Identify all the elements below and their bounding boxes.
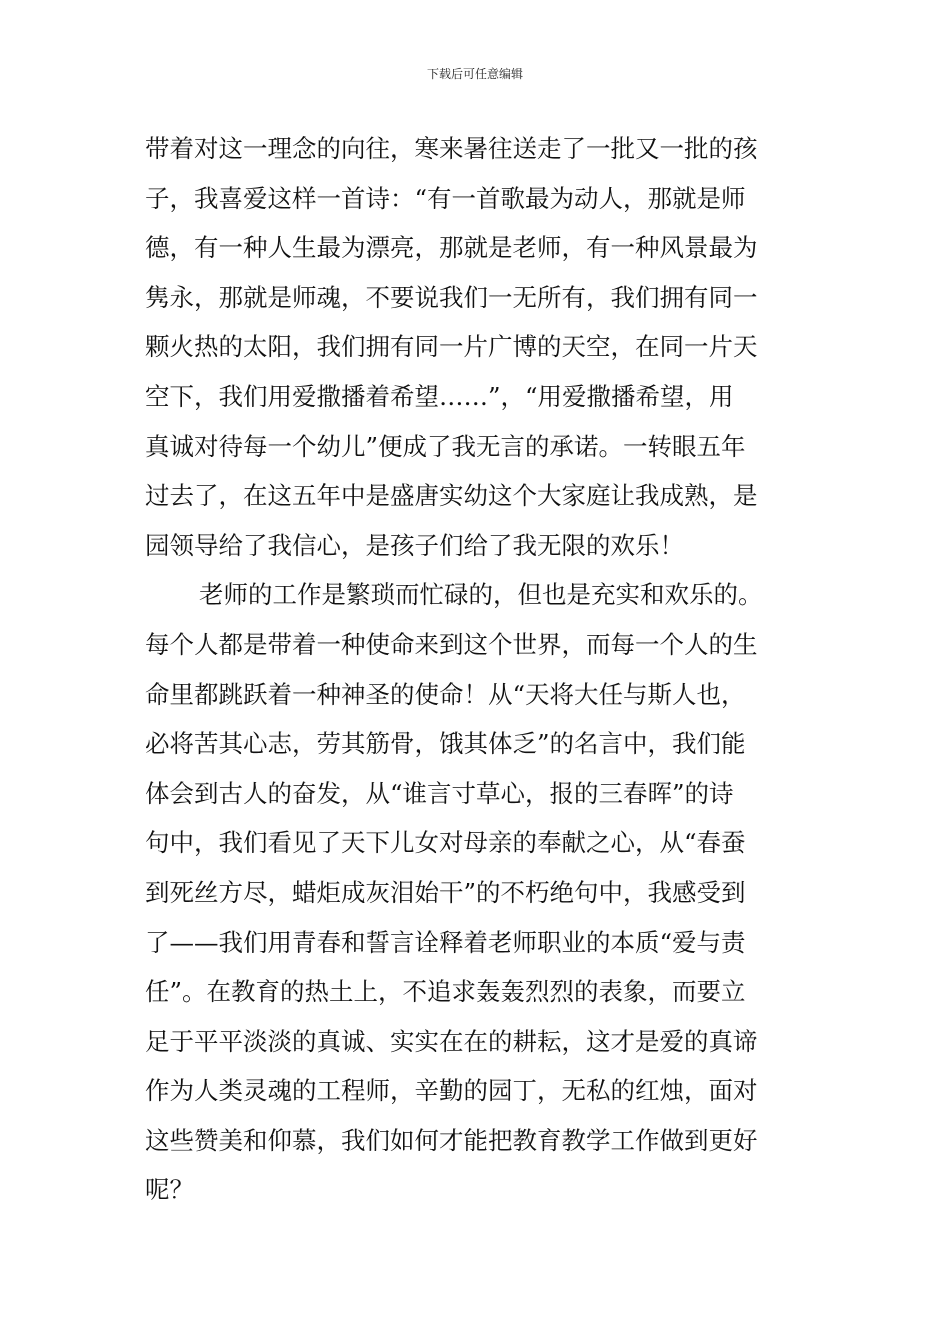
- text-line: 过去了，在这五年中是盛唐实幼这个大家庭让我成熟，是: [145, 481, 758, 511]
- document-body: [145, 124, 810, 1215]
- text-line: 这些赞美和仰慕，我们如何才能把教育教学工作做到更好: [145, 1125, 758, 1155]
- text-line: 园领导给了我信心，是孩子们给了我无限的欢乐！: [145, 530, 684, 560]
- text-line: 呢？: [145, 1175, 194, 1205]
- page-header: 下载后可任意编辑: [426, 67, 523, 81]
- text-line: 每个人都是带着一种使命来到这个世界，而每一个人的生: [145, 629, 758, 659]
- text-line: 隽永，那就是师魂，不要说我们一无所有，我们拥有同一: [145, 282, 758, 312]
- text-line: 必将苦其心志，劳其筋骨，饿其体乏”的名言中，我们能: [145, 729, 746, 759]
- paragraph-2: [145, 570, 810, 1215]
- text-line: 空下，我们用爱撒播着希望……”，“用爱撒播希望，用: [145, 381, 734, 411]
- text-line: 了——我们用青春和誓言诠释着老师职业的本质“爱与责: [145, 927, 746, 957]
- text-line: 足于平平淡淡的真诚、实实在在的耕耘，这才是爱的真谛: [145, 1026, 758, 1056]
- paragraph-1: [145, 124, 810, 570]
- text-line: 句中，我们看见了天下儿女对母亲的奉献之心，从“春蚕: [145, 828, 746, 858]
- text-line: 真诚对待每一个幼儿”便成了我无言的承诺。一转眼五年: [145, 431, 746, 461]
- text-line: 到死丝方尽，蜡炬成灰泪始干”的不朽绝句中，我感受到: [145, 877, 746, 907]
- text-line: 德，有一种人生最为漂亮，那就是老师，有一种风景最为: [145, 233, 758, 263]
- text-line: 子，我喜爱这样一首诗：“有一首歌最为动人，那就是师: [145, 183, 746, 213]
- text-line: 任”。在教育的热土上，不追求轰轰烈烈的表象，而要立: [145, 977, 746, 1007]
- text-line: 体会到古人的奋发，从“谁言寸草心，报的三春晖”的诗: [145, 778, 734, 808]
- text-line: 命里都跳跃着一种神圣的使命！从“天将大任与斯人也，: [145, 679, 746, 709]
- text-line-indented: 老师的工作是繁琐而忙碌的，但也是充实和欢乐的。: [199, 580, 763, 610]
- text-line: 作为人类灵魂的工程师，辛勤的园丁，无私的红烛，面对: [145, 1076, 758, 1106]
- text-line: 颗火热的太阳，我们拥有同一片广博的天空，在同一片天: [145, 332, 758, 362]
- text-line: 带着对这一理念的向往，寒来暑往送走了一批又一批的孩: [145, 134, 758, 163]
